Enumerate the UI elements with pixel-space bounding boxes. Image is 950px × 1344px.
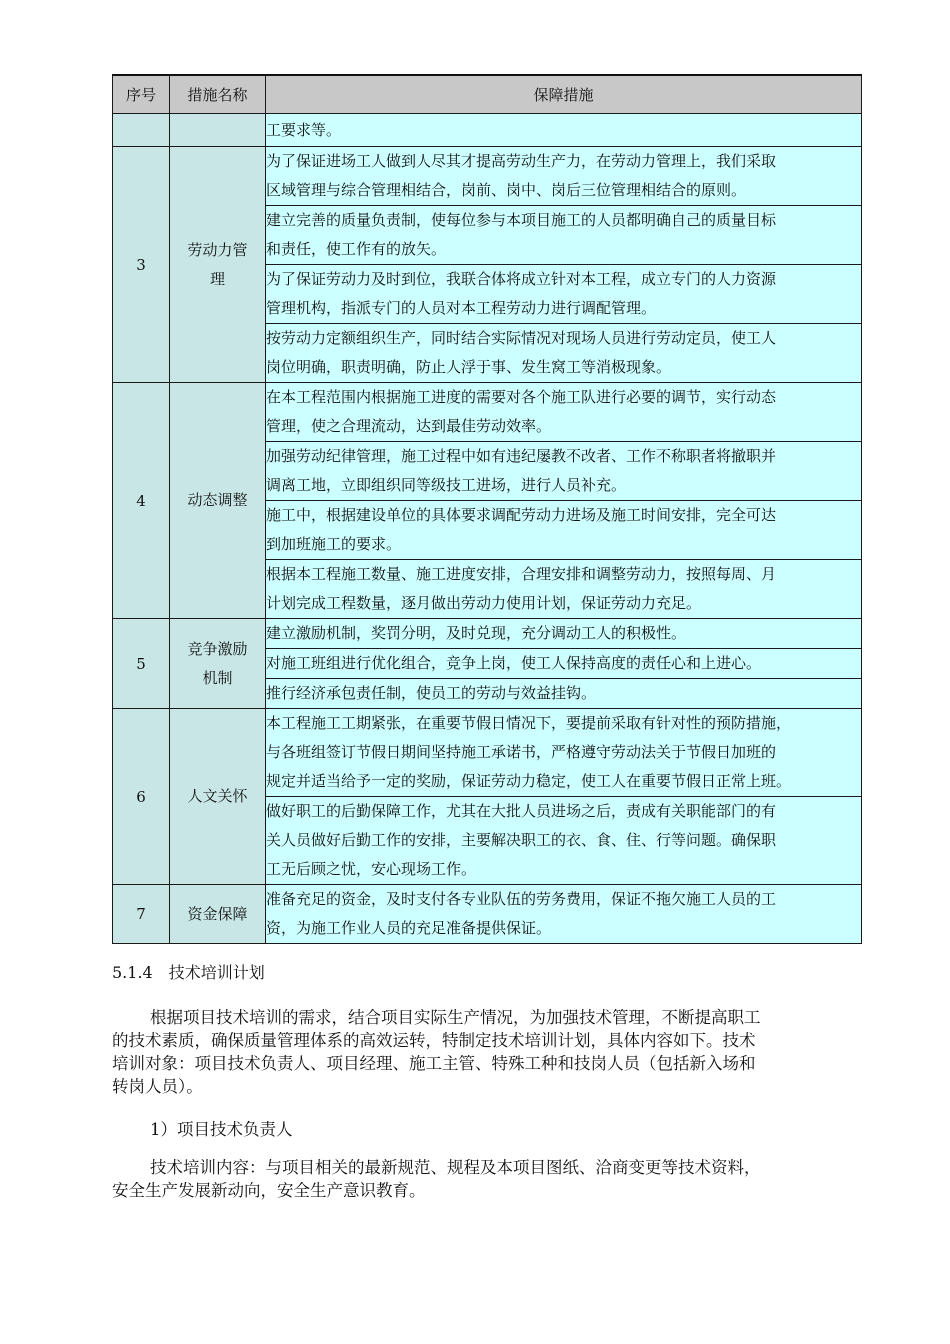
seq-cell: 5 [113, 619, 170, 709]
measure-name-line: 竞争激励 [187, 639, 248, 658]
table-row [113, 114, 862, 147]
measure-cell [266, 442, 862, 501]
measure-line: 管理机构，指派专门的人员对本工程劳动力进行调配管理。 [266, 299, 657, 317]
table-row [113, 383, 862, 442]
seq-cell: 6 [113, 709, 170, 885]
measure-name-line: 人文关怀 [187, 787, 248, 805]
measure-cell [266, 383, 862, 442]
measure-name-line: 资金保障 [187, 904, 248, 923]
table-row [113, 147, 862, 206]
measure-line: 本工程施工工期紧张，在重要节假日情况下，要提前采取有针对性的预防措施， [266, 714, 792, 732]
measure-line: 为了保证进场工人做到人尽其才提高劳动生产力，在劳动力管理上，我们采取 [266, 152, 777, 170]
measure-line: 计划完成工程数量，逐月做出劳动力使用计划，保证劳动力充足。 [266, 594, 702, 612]
seq-cell: 3 [113, 147, 170, 383]
intro-line: 根据项目技术培训的需求，结合项目实际生产情况，为加强技术管理，不断提高职工 [150, 1008, 761, 1027]
measure-line: 规定并适当给予一定的奖励，保证劳动力稳定，使工人在重要节假日正常上班。 [266, 772, 792, 790]
measure-line: 关人员做好后勤工作的安排，主要解决职工的衣、食、住、行等问题。确保职 [266, 831, 777, 849]
header-measure-name: 措施名称 [170, 75, 266, 114]
measure-name-cell [170, 885, 266, 944]
intro-line: 转岗人员）。 [112, 1077, 203, 1096]
measure-line: 区域管理与综合管理相结合，岗前、岗中、岗后三位管理相结合的原则。 [266, 181, 747, 199]
measure-line: 为了保证劳动力及时到位，我联合体将成立针对本工程，成立专门的人力资源 [266, 270, 777, 288]
measure-line: 做好职工的后勤保障工作，尤其在大批人员进场之后，责成有关职能部门的有 [266, 802, 777, 820]
measure-line: 根据本工程施工数量、施工进度安排，合理安排和调整劳动力，按照每周、月 [266, 565, 777, 583]
measure-line: 施工中，根据建设单位的具体要求调配劳动力进场及施工时间安排，完全可达 [266, 506, 777, 524]
seq-cell: 7 [113, 885, 170, 944]
measure-name-line: 劳动力管 [187, 240, 248, 259]
measure-line: 与各班组签订节假日期间坚持施工承诺书，严格遵守劳动法关于节假日加班的 [266, 743, 777, 761]
measure-name-cell [170, 114, 266, 147]
measure-cell [266, 709, 862, 797]
table-row [113, 619, 862, 649]
measure-cell [266, 619, 862, 649]
measure-line: 推行经济承包责任制，使员工的劳动与效益挂钩。 [266, 684, 597, 702]
measure-line: 建立激励机制，奖罚分明，及时兑现，充分调动工人的积极性。 [266, 624, 687, 642]
content-line: 技术培训内容：与项目相关的最新规范、规程及本项目图纸、洽商变更等技术资料， [150, 1158, 761, 1177]
list-item-1: 1）项目技术负责人 [150, 1120, 293, 1139]
intro-line: 培训对象：项目技术负责人、项目经理、施工主管、特殊工种和技岗人员（包括新入场和 [112, 1054, 756, 1073]
measure-cell [266, 501, 862, 560]
measure-name-cell [170, 619, 266, 709]
intro-paragraph [112, 1006, 862, 1098]
measure-cell [266, 679, 862, 709]
measure-cell: 工要求等。 [266, 114, 862, 147]
measure-name-line: 机制 [202, 668, 233, 687]
measure-line: 资，为施工作业人员的充足准备提供保证。 [266, 919, 552, 937]
measure-line: 调离工地，立即组织同等级技工进场，进行人员补充。 [266, 476, 627, 494]
measure-line: 工无后顾之忧，安心现场工作。 [266, 860, 477, 878]
measure-line: 加强劳动纪律管理，施工过程中如有违纪屡教不改者、工作不称职者将撤职并 [266, 447, 777, 465]
measure-cell [266, 265, 862, 324]
header-measure-detail: 保障措施 [266, 75, 862, 114]
measure-cell [266, 560, 862, 619]
table-header-row [113, 75, 862, 114]
content-line: 安全生产发展新动向，安全生产意识教育。 [112, 1181, 426, 1200]
seq-cell [113, 114, 170, 147]
measure-name-cell [170, 383, 266, 619]
measure-line: 按劳动力定额组织生产，同时结合实际情况对现场人员进行劳动定员，使工人 [266, 329, 777, 347]
measure-name-line: 理 [209, 269, 225, 288]
measure-name-line: 动态调整 [187, 491, 248, 509]
training-content-paragraph [112, 1156, 862, 1202]
measure-line: 和责任，使工作有的放矢。 [266, 240, 447, 258]
measure-name-cell [170, 147, 266, 383]
measure-cell [266, 885, 862, 944]
measure-cell [266, 324, 862, 383]
measure-line: 到加班施工的要求。 [266, 535, 402, 553]
header-seq: 序号 [113, 75, 170, 114]
measure-line: 准备充足的资金，及时支付各专业队伍的劳务费用，保证不拖欠施工人员的工 [266, 890, 777, 908]
table-row [113, 709, 862, 797]
seq-cell: 4 [113, 383, 170, 619]
measure-cell [266, 797, 862, 885]
measure-line: 建立完善的质量负责制，使每位参与本项目施工的人员都明确自己的质量目标 [266, 211, 777, 229]
table-body [113, 114, 862, 944]
measures-table [112, 74, 862, 944]
measure-cell [266, 649, 862, 679]
section-heading: 5.1.4 技术培训计划 [112, 963, 265, 982]
measure-cell [266, 147, 862, 206]
table-row [113, 885, 862, 944]
measure-line: 管理，使之合理流动，达到最佳劳动效率。 [266, 417, 552, 435]
measure-cell [266, 206, 862, 265]
intro-line: 的技术素质，确保质量管理体系的高效运转，特制定技术培训计划，具体内容如下。技术 [112, 1031, 756, 1050]
measure-line: 岗位明确，职责明确，防止人浮于事、发生窝工等消极现象。 [266, 358, 672, 376]
measure-line: 对施工班组进行优化组合，竞争上岗，使工人保持高度的责任心和上进心。 [266, 654, 762, 672]
measure-name-cell [170, 709, 266, 885]
measure-line: 在本工程范围内根据施工进度的需要对各个施工队进行必要的调节，实行动态 [266, 388, 777, 406]
